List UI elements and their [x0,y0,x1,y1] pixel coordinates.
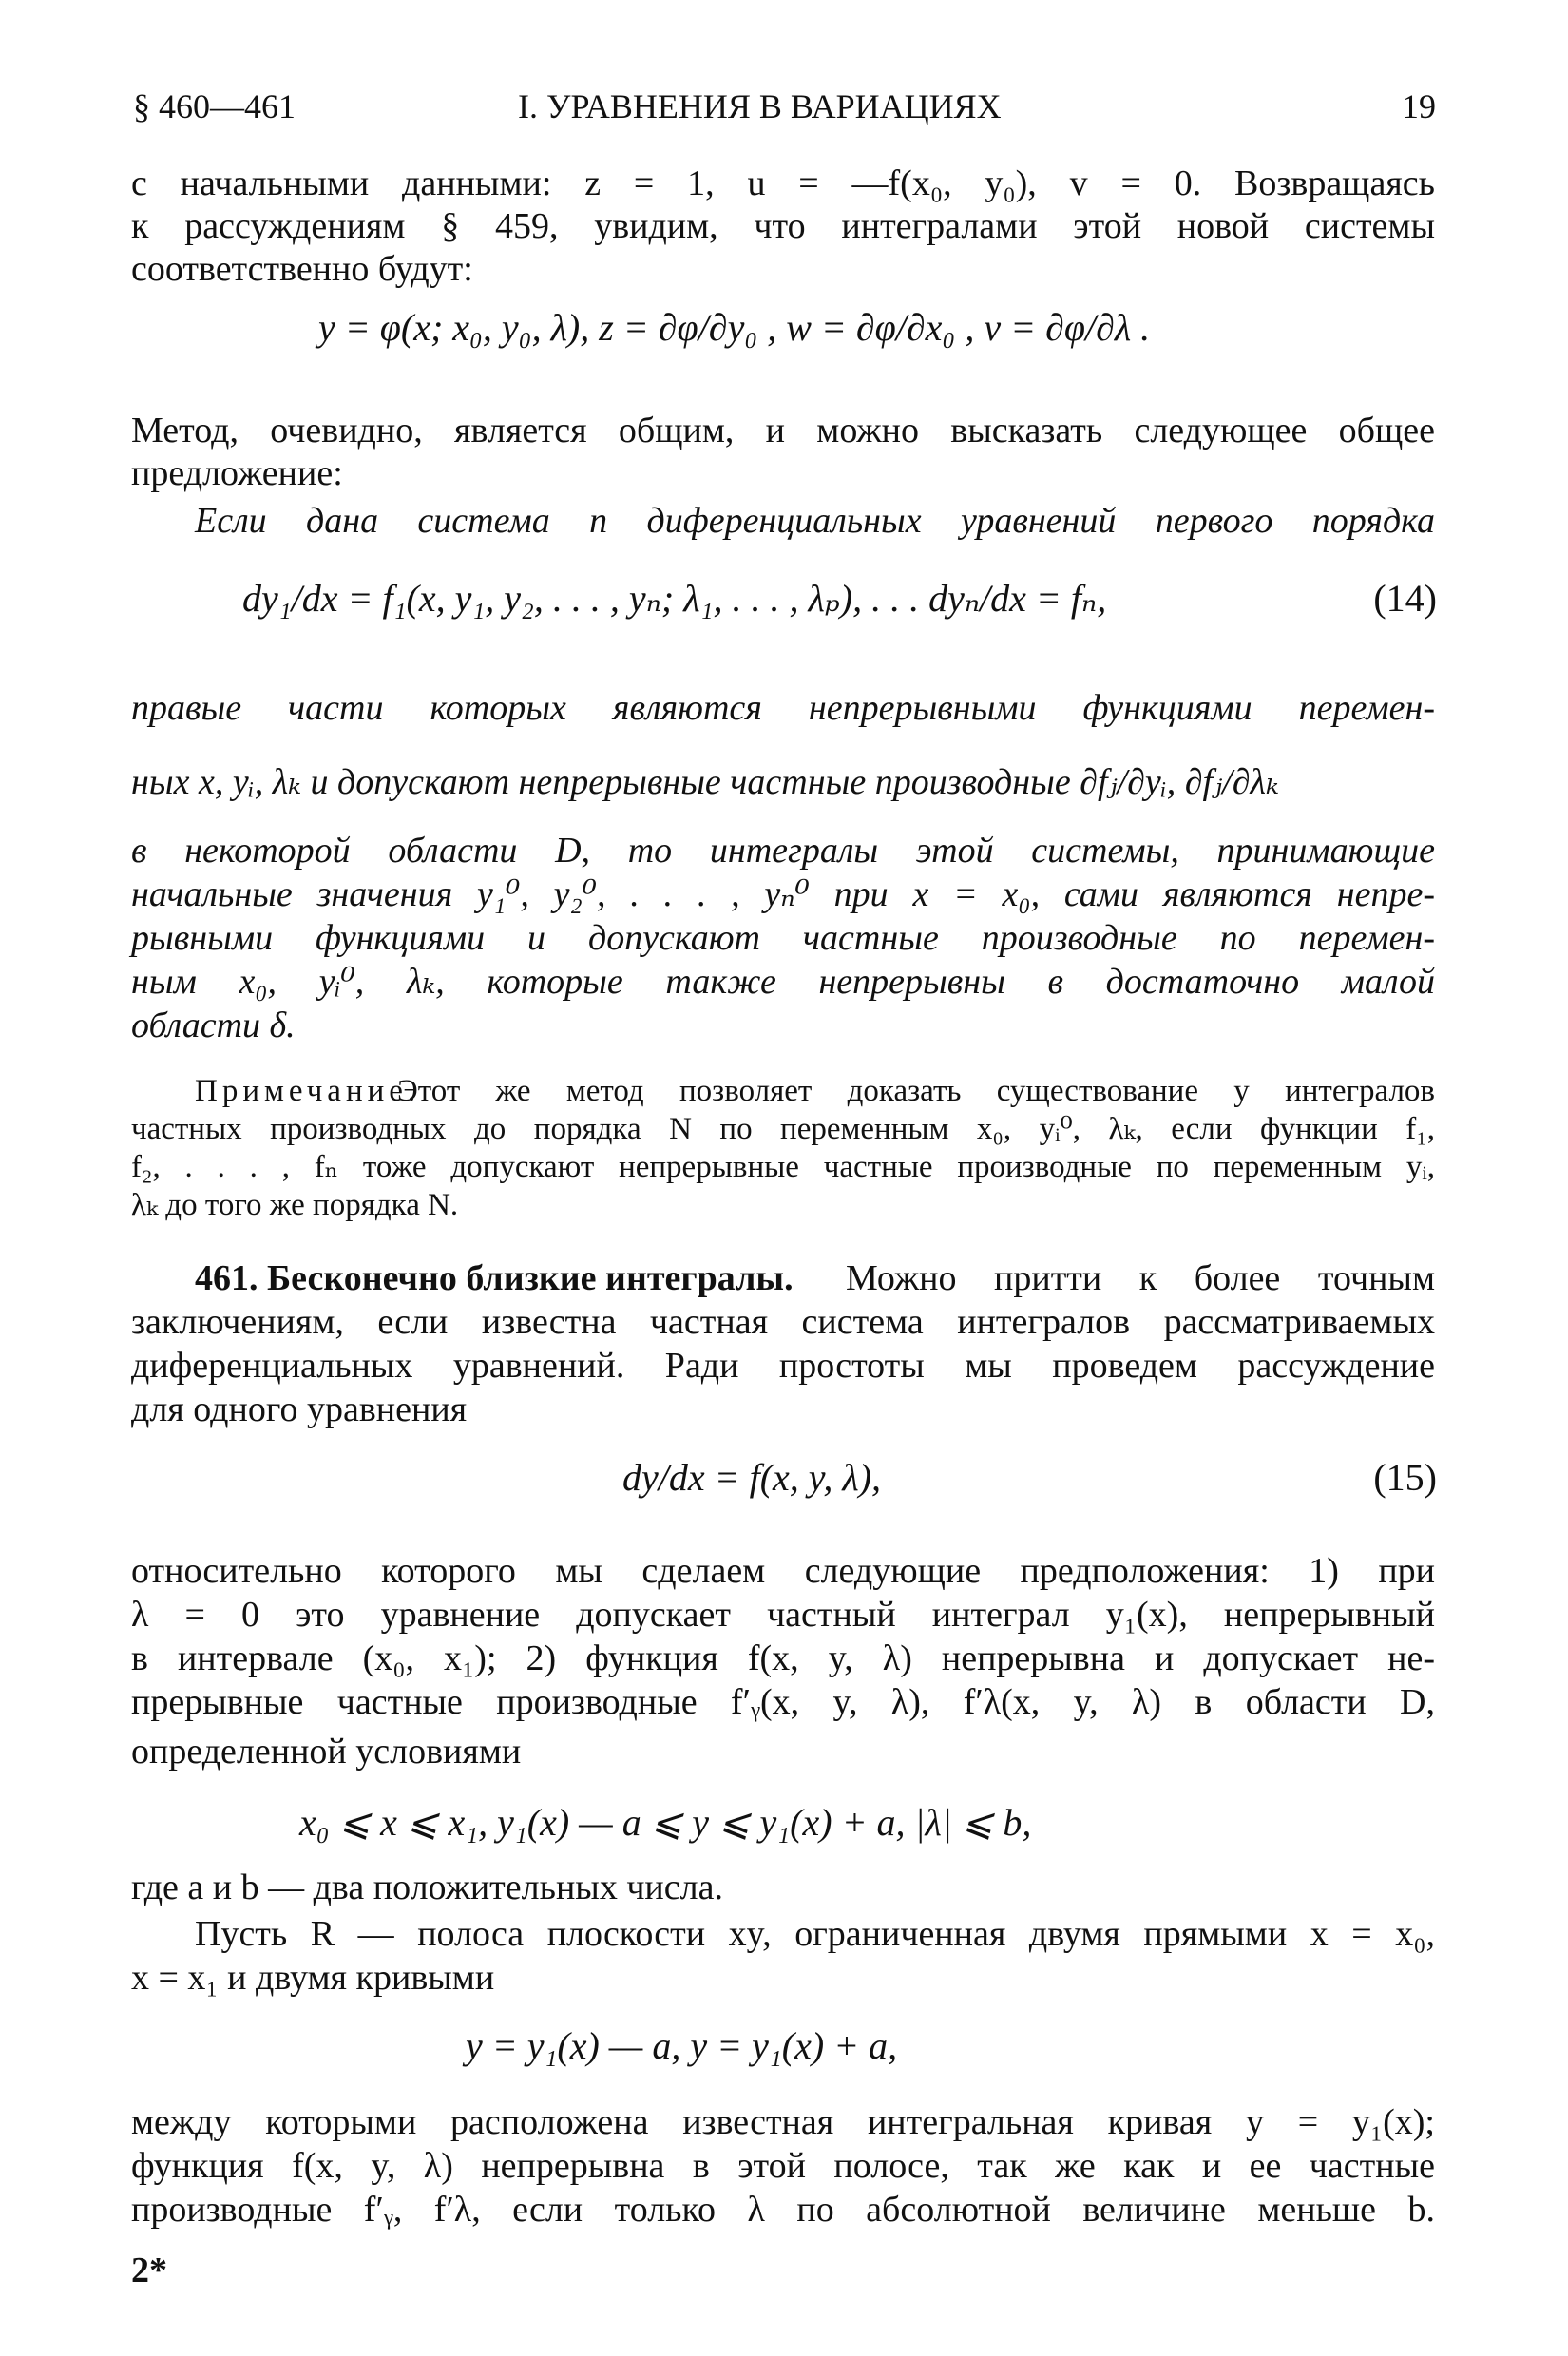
theorem-line: рывными функциями и допускают частные производные по перемен- [131,918,1435,958]
equation-region-D: x₀ ⩽ x ⩽ x₁, y₁(x) — a ⩽ y ⩽ y₁(x) + a, |λ| ⩽ b, [299,1801,1032,1844]
body-line: где a и b — два положительных числа. [131,1868,723,1907]
note-line: частных производных до порядка N по переменным x₀, yᵢ⁰, λₖ, если функции f₁, [131,1112,1435,1146]
body-line: определенной условиями [131,1732,522,1772]
body-line: Пусть R — полоса плоскости xy, ограниченная двумя прямыми x = x₀, [195,1914,1435,1954]
theorem-line: области δ. [131,1006,296,1045]
note-line: f₂, . . . , fₙ тоже допускают непрерывные частные производные по переменным yᵢ, [131,1150,1435,1184]
body-line: с начальными данными: z = 1, u = —f(x₀, y₀), v = 0. Возвращаясь [131,163,1435,203]
body-line: λ = 0 это уравнение допускает частный интеграл y₁(x), непрерывный [131,1595,1435,1635]
body-line: диференциальных уравнений. Ради простоты мы проведем рассуждение [131,1346,1435,1386]
theorem-line: ных x, yᵢ, λₖ и допускают непрерывные частные производные ∂fⱼ/∂yᵢ, ∂fⱼ/∂λₖ [131,762,1279,802]
equation-15: dy/dx = f(x, y, λ), [622,1456,881,1499]
section-title: 461. Бесконечно близкие интегралы. [195,1258,794,1298]
header-title: I. УРАВНЕНИЯ В ВАРИАЦИЯХ [518,87,1002,125]
body-line: x = x₁ и двумя кривыми [131,1958,495,1998]
header-page-number: 19 [1402,87,1436,125]
theorem-line: начальные значения y₁⁰, y₂⁰, . . . , yₙ⁰ при x = x₀, сами являются непре- [131,874,1435,914]
equation-curves: y = y₁(x) — a, y = y₁(x) + a, [466,2024,898,2067]
body-line: для одного уравнения [131,1389,468,1429]
body-line: к рассуждениям § 459, увидим, что интегралами этой новой системы [131,206,1435,246]
signature-mark: 2* [131,2251,167,2290]
equation-14: dy₁/dx = f₁(x, y₁, y₂, . . . , yₙ; λ₁, . . . , λₚ), . . . dyₙ/dx = fₙ, [242,577,1107,620]
theorem-line: правые части которых являются непрерывными функциями перемен- [131,688,1435,728]
header-section-ref: § 460—461 [133,87,296,125]
body-line: относительно которого мы сделаем следующие предположения: 1) при [131,1551,1435,1591]
body-line: производные f′ᵧ, f′λ, если только λ по абсолютной величине меньше b. [131,2190,1435,2230]
equation-14-number: (14) [1373,577,1437,620]
note-line: λₖ до того же порядка N. [131,1188,459,1222]
note-line: Этот же метод позволяет доказать существование у интегралов [397,1074,1435,1108]
body-line: в интервале (x₀, x₁); 2) функция f(x, y, λ) непрерывна и допускает не- [131,1638,1435,1678]
body-line: функция f(x, y, λ) непрерывна в этой полосе, так же как и ее частные [131,2146,1435,2186]
body-line: прерывные частные производные f′ᵧ(x, y, λ), f′λ(x, y, λ) в области D, [131,1682,1435,1722]
body-line: между которыми расположена известная интегральная кривая y = y₁(x); [131,2102,1435,2142]
note-label: Примечание. [195,1074,421,1108]
body-line: Метод, очевидно, является общим, и можно высказать следующее общее [131,411,1435,450]
body-line: соответственно будут: [131,249,473,289]
equation-integrals: y = φ(x; x₀, y₀, λ), z = ∂φ/∂y₀ , w = ∂φ/∂x₀ , v = ∂φ/∂λ . [318,306,1151,349]
theorem-line: в некоторой области D, то интегралы этой системы, принимающие [131,831,1435,871]
theorem-line: ным x₀, yᵢ⁰, λₖ, которые также непрерывны в достаточно малой [131,962,1435,1002]
body-line: предложение: [131,453,343,493]
equation-15-number: (15) [1373,1456,1437,1499]
body-line: Можно притти к более точным [846,1258,1435,1298]
theorem-intro: Если дана система n диференциальных уравнений первого порядка [195,501,1435,541]
body-line: заключениям, если известна частная система интегралов рассматриваемых [131,1302,1435,1342]
